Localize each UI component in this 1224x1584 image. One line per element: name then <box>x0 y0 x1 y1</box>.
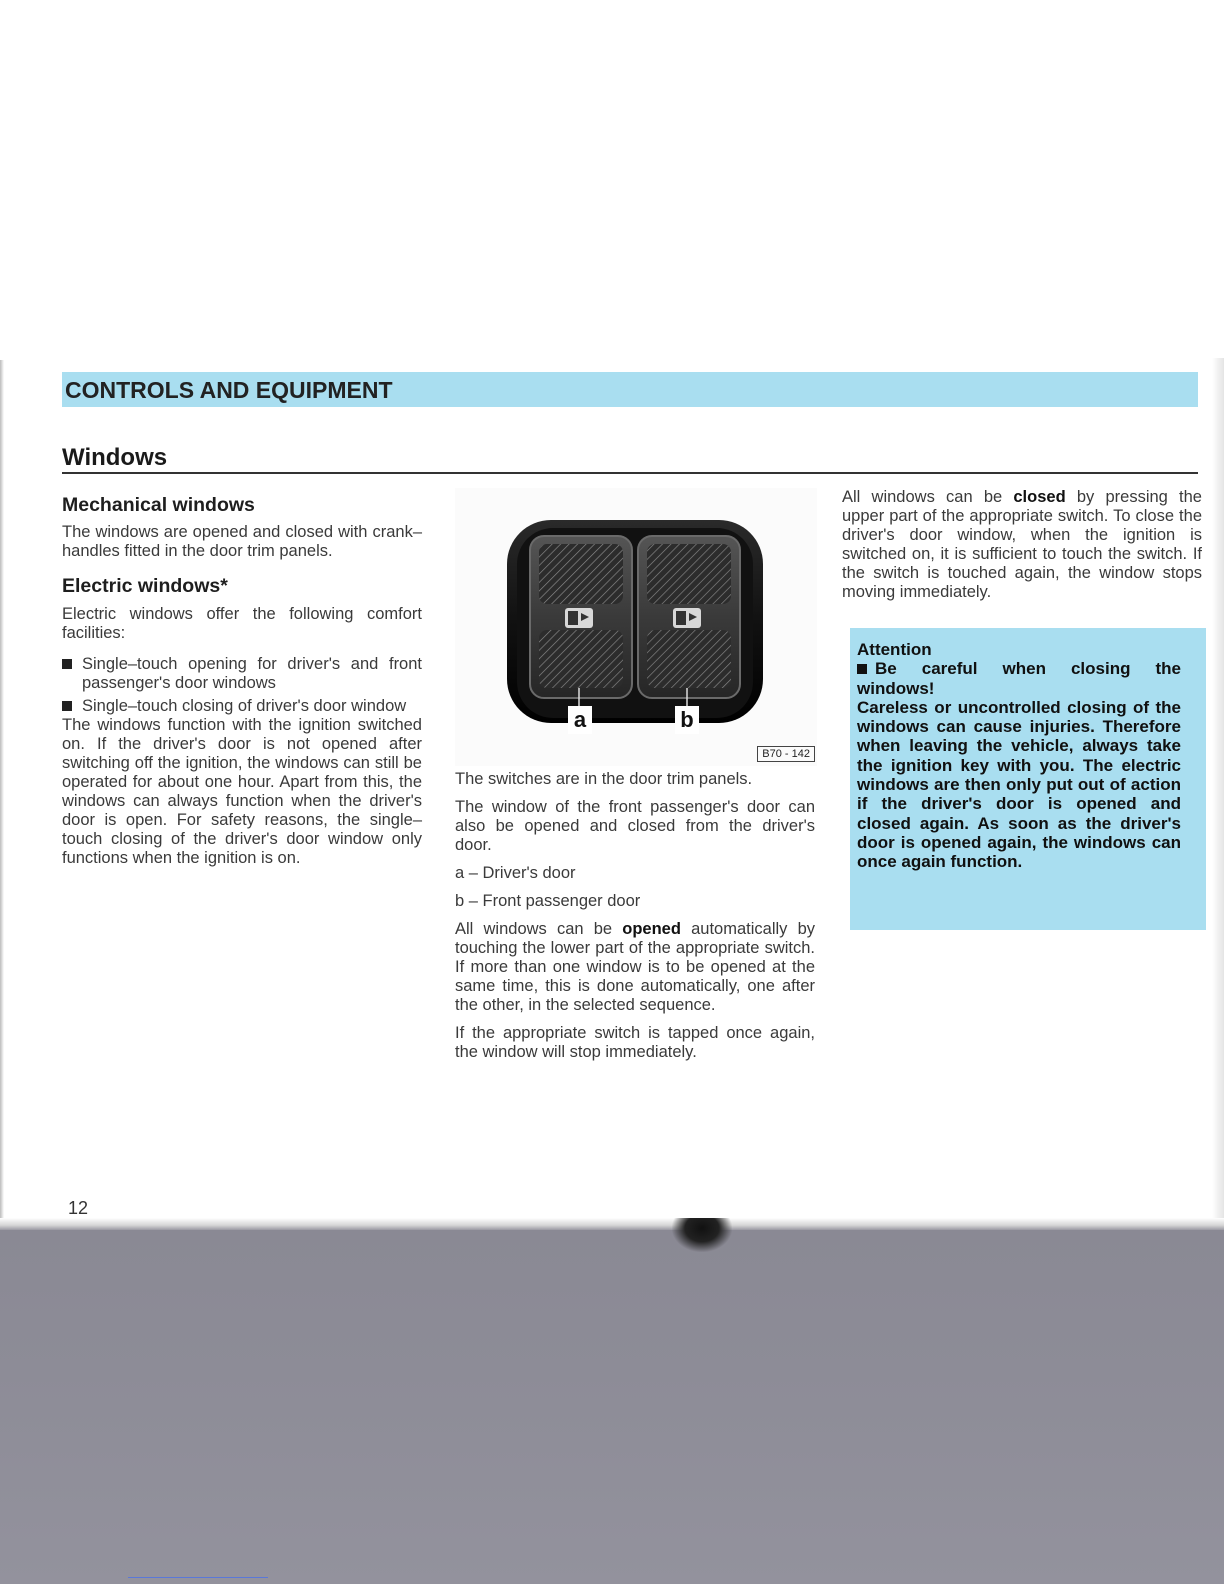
page-number: 12 <box>68 1198 89 1218</box>
bullet-text: Single–touch closing of driver's door window <box>82 697 407 715</box>
figure-code: B70 - 142 <box>757 746 815 762</box>
underline-mark <box>128 1577 268 1578</box>
legend-b: b – Front passenger door <box>455 892 641 910</box>
switch-a <box>530 536 632 710</box>
closing-text-bold: closed <box>1013 488 1066 506</box>
attention-body: Careless or uncontrolled closing of the windows can cause injuries. Therefore when leaving the vehicle, always take the ignition key with you. The electric windows are then only put out of action if the driver's door is opened and closed again. As soon as the driver's door is opened again, the windows can once again function. <box>857 697 1181 872</box>
section-banner <box>62 372 1198 407</box>
window-switch-illustration <box>455 488 817 766</box>
closing-text <box>842 488 1202 602</box>
callout-a: a <box>573 707 587 732</box>
background-surface <box>0 1230 1224 1584</box>
attention-box <box>850 628 1206 930</box>
bullet-item <box>62 655 422 693</box>
left-column <box>62 494 422 868</box>
page-title: Windows <box>62 444 168 471</box>
page-left-edge <box>0 360 4 1220</box>
mechanical-windows-text: The windows are opened and closed with crank–handles fitted in the door trim panels. <box>62 523 422 560</box>
window-switch-figure <box>455 488 817 766</box>
page-bottom-edge <box>0 1218 1224 1230</box>
bullet-text: Single–touch opening for driver's and front passenger's door windows <box>82 655 422 692</box>
callout-b: b <box>680 707 694 732</box>
stop-text: If the appropriate switch is tapped once again, the window will stop immediately. <box>455 1024 815 1061</box>
passenger-window-text: The window of the front passenger's door can also be opened and closed from the driver's door. <box>455 798 815 854</box>
switch-b <box>638 536 740 710</box>
closing-text-rest: by pressing the upper part of the appropriate switch. To close the driver's door window, when the ignition is switched on, it is sufficient to touch the switch. If the switch is touched again, the window stops moving immediately. <box>842 488 1202 601</box>
opening-text-rest: automatically by touching the lower part of the appropriate switch. If more than one window is to be opened at the same time, this is done automatically, one after the other, in the selected sequence. <box>455 920 815 1014</box>
binding-shadow <box>672 1218 732 1252</box>
attention-title: Attention <box>857 640 932 659</box>
opening-text-lead: All windows can be <box>455 920 623 938</box>
page-right-edge <box>1212 358 1224 1228</box>
switches-location-text: The switches are in the door trim panels. <box>455 770 753 788</box>
attention-bullet-text: Be careful when closing the windows! <box>857 659 1181 698</box>
electric-windows-text: The windows function with the ignition switched on. If the driver's door is not opened after switching off the ignition, the windows can still be operated for about one hour. Apart from this, the windows can always function when the driver's door is open. For safety reasons, the single–touch closing of the driver's door window only functions when the ignition is on. <box>62 716 422 867</box>
title-rule <box>62 472 1198 474</box>
middle-column <box>455 770 815 1062</box>
right-column <box>842 488 1202 602</box>
opening-text-bold: opened <box>622 920 681 938</box>
electric-windows-heading: Electric windows* <box>62 575 228 597</box>
legend-a: a – Driver's door <box>455 864 576 882</box>
attention-content <box>857 640 1181 872</box>
bullet-square-icon <box>62 659 72 669</box>
opening-text <box>455 920 815 1015</box>
bullet-item <box>62 697 422 716</box>
closing-text-lead: All windows can be <box>842 488 1014 506</box>
electric-windows-intro: Electric windows offer the following comfort facilities: <box>62 605 422 642</box>
section-title: CONTROLS AND EQUIPMENT <box>65 377 393 403</box>
bullet-square-icon <box>62 701 72 711</box>
mechanical-windows-heading: Mechanical windows <box>62 494 255 516</box>
attention-bullet <box>857 659 1181 698</box>
bullet-square-icon <box>857 664 867 674</box>
